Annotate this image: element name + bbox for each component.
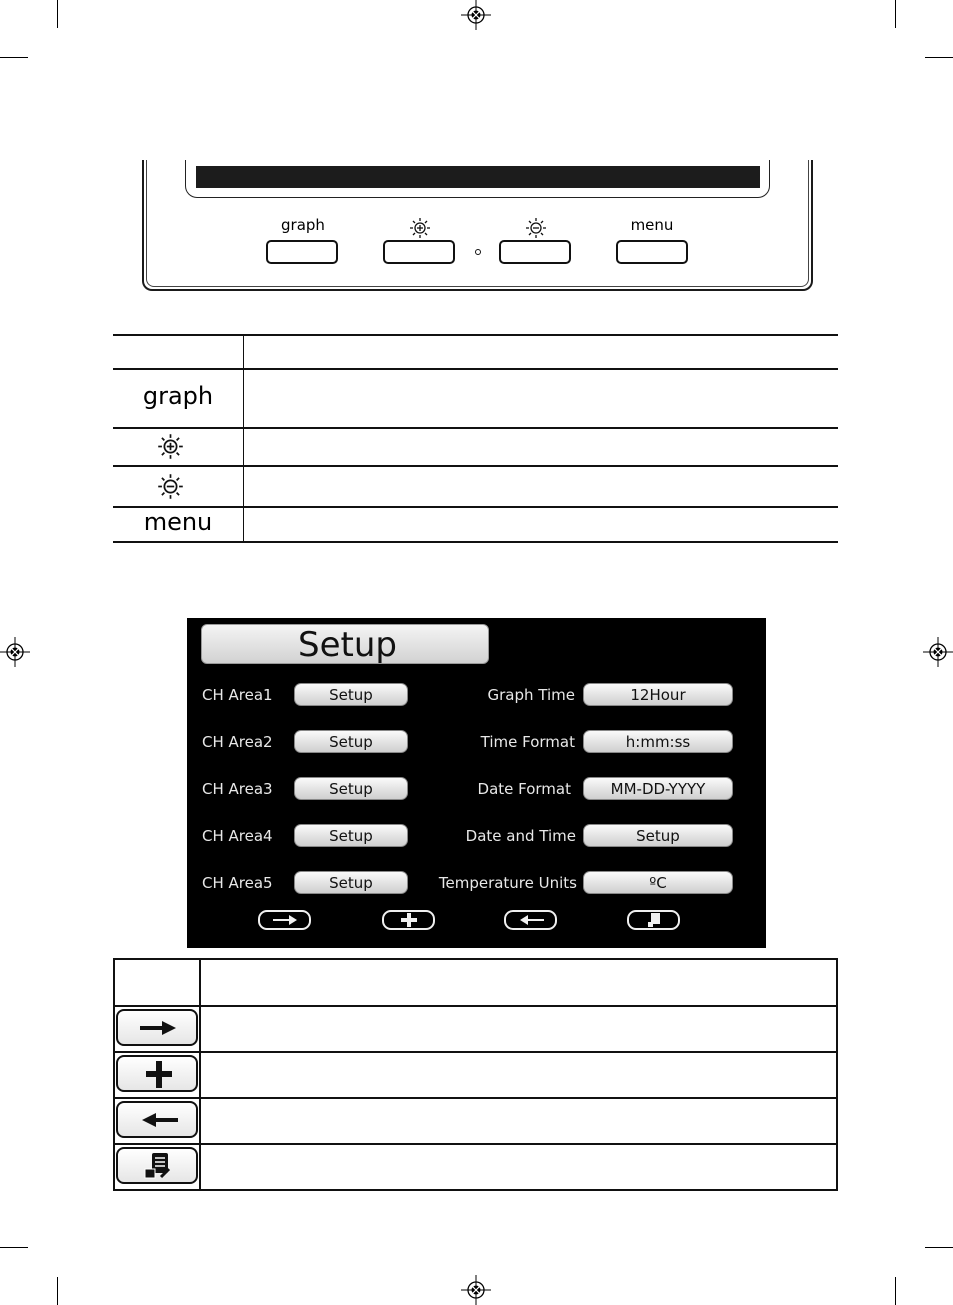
menu-button[interactable] [616,240,688,264]
save-icon [144,1152,172,1181]
setup-title-bar [201,624,489,664]
ch-area2-setup-button[interactable]: Setup [294,730,408,753]
menu-button-label: menu [630,216,674,234]
ch-area3-setup-button[interactable]: Setup [294,777,408,800]
date-and-time-setup-button[interactable]: Setup [583,824,733,847]
temperature-units-value[interactable]: ºC [583,871,733,894]
arrow-left-icon [519,914,545,926]
ch-area3-label: CH Area3 [202,780,273,798]
icon-table-frame [113,958,838,1191]
plus-icon [146,1061,172,1088]
graph-button-label: graph [281,216,325,234]
table-row-save [116,1147,198,1184]
ch-area2-label: CH Area2 [202,733,273,751]
save-button[interactable] [627,910,680,930]
setup-title: Setup [298,625,397,665]
next-button[interactable] [258,910,311,930]
device-screen [196,166,760,188]
brightness-up-icon [157,433,184,460]
back-button[interactable] [504,910,557,930]
brightness-up-button[interactable] [383,240,455,264]
date-format-value[interactable]: MM-DD-YYYY [583,777,733,800]
save-icon [647,913,661,928]
table-row-graph-label: graph [142,382,214,410]
ch-area5-label: CH Area5 [202,874,273,892]
graph-time-label: Graph Time [487,686,575,704]
ch-area1-setup-button[interactable]: Setup [294,683,408,706]
brightness-down-icon [157,473,184,500]
arrow-right-icon [138,1019,178,1037]
table-row-arrow-left [116,1101,198,1138]
brightness-down-button[interactable] [499,240,571,264]
registration-mark-left [0,637,30,667]
ch-area5-setup-button[interactable]: Setup [294,871,408,894]
temperature-units-label: Temperature Units [438,874,577,892]
setup-screen [187,618,766,948]
arrow-left-icon [140,1111,180,1129]
table-row-arrow-right [116,1009,198,1046]
brightness-down-icon [525,217,547,239]
ch-area4-setup-button[interactable]: Setup [294,824,408,847]
brightness-up-icon [409,217,431,239]
plus-icon [401,913,417,927]
ch-area1-label: CH Area1 [202,686,273,704]
table-row-plus [116,1055,198,1092]
registration-mark-right [923,637,953,667]
time-format-value[interactable]: h:mm:ss [583,730,733,753]
date-format-label: Date Format [477,780,571,798]
indicator-led [475,249,481,255]
time-format-label: Time Format [480,733,575,751]
registration-mark-top [461,0,491,30]
table-row-menu-label: menu [143,508,213,536]
registration-mark-bottom [461,1275,491,1305]
add-button[interactable] [382,910,435,930]
graph-time-value[interactable]: 12Hour [583,683,733,706]
date-and-time-label: Date and Time [465,827,576,845]
ch-area4-label: CH Area4 [202,827,273,845]
graph-button[interactable] [266,240,338,264]
arrow-right-icon [272,914,298,926]
